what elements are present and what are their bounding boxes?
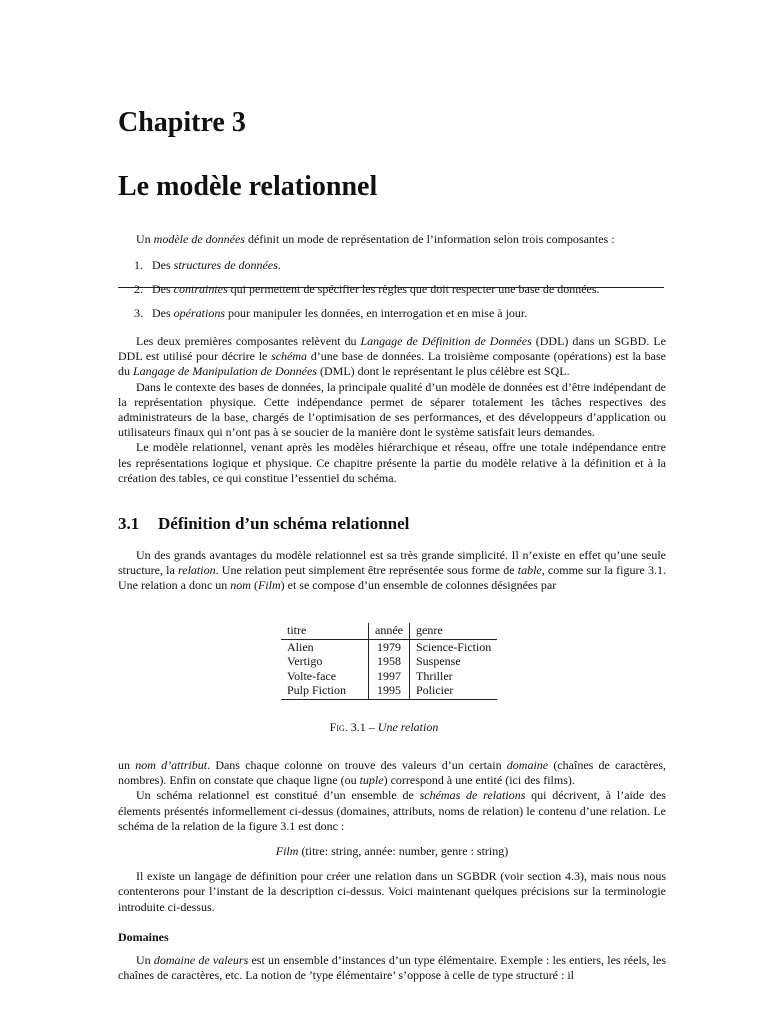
table-row	[281, 683, 497, 699]
table-row	[281, 654, 497, 669]
paragraph-langage: Il existe un langage de définition pour créer une relation dans un SGBDR (voir section 4.3), mais nous nous contenterons pour l’instant de la description ci-dessus. Voici maintenant quelques précisions sur la terminologie introduite ci-dessus.	[118, 869, 666, 914]
domaines-body	[118, 953, 666, 983]
section-title: Définition d’un schéma relationnel	[158, 514, 410, 533]
paragraph-schema: Un schéma relationnel est constitué d’un ensemble de schémas de relations qui décrivent, à l’aide des élements présentés informellement ci-dessus (domaines, attributs, noms de relation) le contenu d’une relation. Le schéma de la relation de la figure 3.1 est donc :	[118, 788, 666, 833]
intro-body	[118, 334, 666, 486]
chapter-title: Le modèle relationnel	[118, 171, 378, 202]
section-heading	[118, 514, 409, 534]
intro-paragraph: Un modèle de données définit un mode de représentation de l’information selon trois composantes :	[136, 232, 615, 246]
components-list	[118, 258, 666, 330]
table-row	[281, 669, 497, 684]
list-item: 1. Des structures de données.	[134, 258, 281, 272]
table-cell: Pulp Fiction	[281, 683, 369, 699]
paragraph-relationnel: Le modèle relationnel, venant après les modèles hiérarchique et réseau, offre une totale indépendance entre les représentations logique et physique. Ce chapitre présente la partie du modèle relative à la définition et à la création des tables, ce qui constitue l’essentiel du schéma.	[118, 440, 666, 485]
paragraph-relation: Un des grands avantages du modèle relationnel est sa très grande simplicité. Il n’existe en effet qu’une seule structure, la relation. Une relation peut simplement être représentée sous forme de table, comme sur la figure 3.1. Une relation a donc un nom (Film) et se compose d’un ensemble de colonnes désignées par	[118, 548, 666, 593]
paragraph-domaines: Un domaine de valeurs est un ensemble d’instances d’un type élémentaire. Exemple : les entiers, les réels, les chaînes de caractères, etc. La notion de ’type élémentaire’ s’oppose à celle de type structuré : il	[118, 953, 666, 983]
after-figure-body	[118, 758, 666, 915]
paragraph-attribut: un nom d’attribut. Dans chaque colonne on trouve des valeurs d’un certain domaine (chaînes de caractères, nombres). Enfin on constate que chaque ligne (ou tuple) correspond à une entité (ici des films).	[118, 758, 667, 788]
table-header: année	[369, 623, 410, 639]
paragraph-ddl: Les deux premières composantes relèvent du Langage de Définition de Données (DDL) dans un SGBD. Le DDL est utilisé pour décrire le schéma d’une base de données. La troisième composante (opérations) est la base du Langage de Manipulation de Données (DML) dont le représentant le plus célèbre est SQL.	[118, 334, 666, 379]
intro-block	[118, 232, 666, 247]
section-number: 3.1	[118, 514, 140, 533]
list-item: 3. Des opérations pour manipuler les données, en interrogation et en mise à jour.	[134, 306, 528, 320]
relation-table	[281, 623, 497, 700]
table-cell: Suspense	[416, 654, 461, 668]
table-header: titre	[281, 623, 369, 639]
table-cell: 1997	[369, 669, 410, 684]
table-cell: 1979	[369, 639, 410, 654]
table-cell: 1995	[369, 683, 410, 699]
subsection-heading: Domaines	[118, 930, 169, 944]
strike-line	[118, 287, 664, 288]
table-cell: Volte-face	[281, 669, 369, 684]
table-cell: Policier	[410, 683, 498, 699]
table-row	[281, 639, 497, 654]
list-item: 2. Des contraintes qui permettent de spécifier les règles que doit respecter une base de données.	[134, 282, 600, 296]
table-cell: Thriller	[416, 668, 453, 683]
chapter-number: Chapitre 3	[118, 107, 246, 138]
figure-caption: Fig. 3.1 – Une relation	[329, 720, 439, 734]
paragraph-independance: Dans le contexte des bases de données, la principale qualité d’un modèle de données est d’être indépendant de la représentation physique. Cette indépendance permet de séparer totalement les tâches respectives des administrateurs de la base, chargés de l’optimisation de ses performances, et des développeurs d’application ou utilisateurs finaux qui n’ont pas à se soucier de la manière dont le système satisfait leurs demandes.	[118, 379, 666, 440]
table-cell: Science-Fiction	[416, 639, 492, 654]
table-cell: 1958	[369, 654, 410, 669]
section-body	[118, 548, 666, 594]
schema-formula: Film (titre: string, année: number, genre : string)	[275, 844, 509, 859]
components-list-block	[118, 258, 666, 330]
table-cell: Alien	[281, 639, 369, 654]
table-cell: Vertigo	[281, 654, 369, 669]
table-header: genre	[410, 623, 498, 639]
table-header-row	[281, 623, 497, 639]
